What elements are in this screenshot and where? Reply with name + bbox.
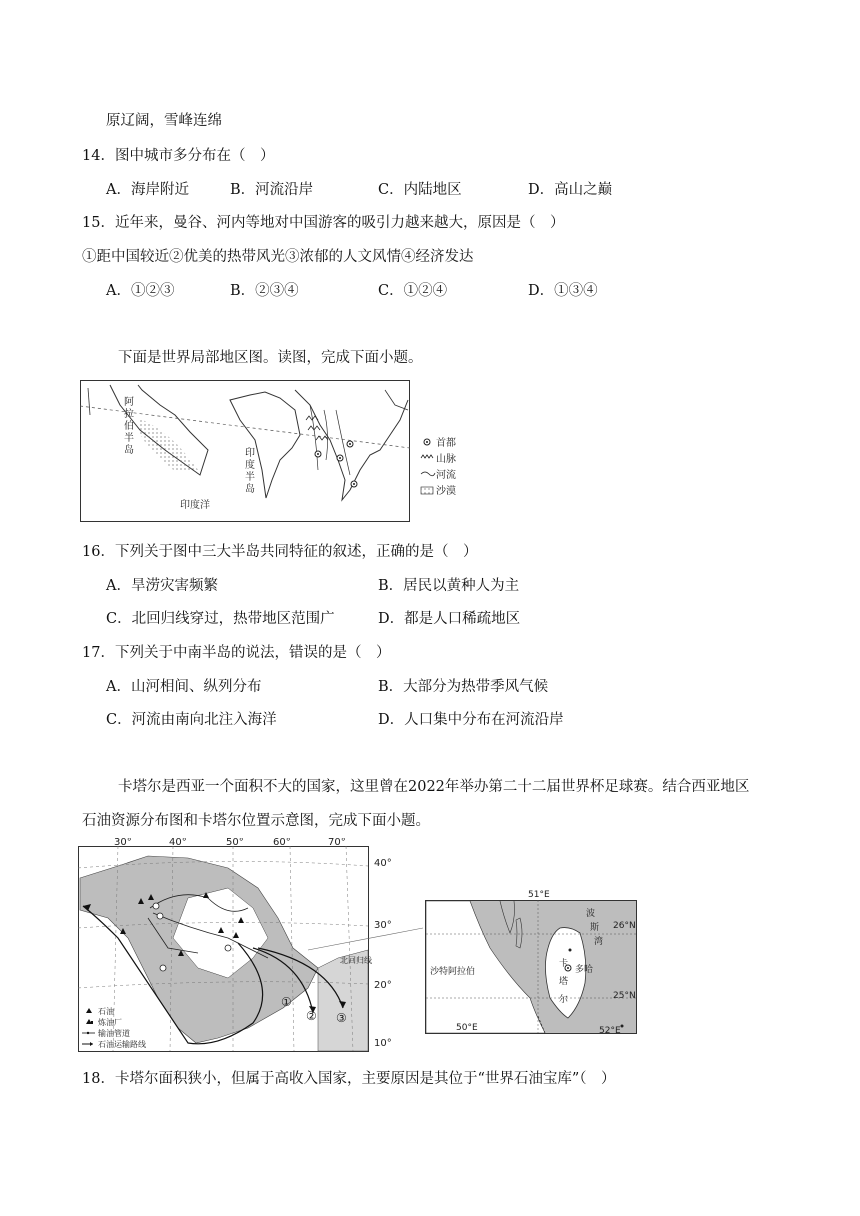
legend-mountain: 山脉 xyxy=(436,454,456,465)
intro-map1: 下面是世界局部地区图。读图，完成下面小题。 xyxy=(118,350,423,366)
q14-option-d: D．高山之巅 xyxy=(528,182,613,198)
lon-label-60: 60° xyxy=(273,838,291,848)
label-arabia-5: 岛 xyxy=(124,445,134,456)
q17-option-c: C．河流由南向北注入海洋 xyxy=(106,712,277,728)
gulf-char-3: 湾 xyxy=(594,937,604,947)
label-india-1: 印 xyxy=(245,448,255,459)
legend-pipeline: 输油管道 xyxy=(98,1029,130,1038)
legend-river: 河流 xyxy=(436,470,456,481)
q16-option-d: D．都是人口稀疏地区 xyxy=(378,611,521,627)
route-1-label: ① xyxy=(281,995,292,1009)
label-arabia-2: 拉 xyxy=(124,409,134,420)
label-arabia-4: 半 xyxy=(124,433,134,444)
intro-map2-line2: 石油资源分布图和卡塔尔位置示意图，完成下面小题。 xyxy=(82,813,430,829)
lon-label-70: 70° xyxy=(328,838,346,848)
q14-option-a: A．海岸附近 xyxy=(106,182,189,198)
label-arabia-3: 伯 xyxy=(124,421,134,432)
qatar-char-3: 尔 xyxy=(559,995,569,1005)
question-15-items: ①距中国较近②优美的热带风光③浓郁的人文风情④经济发达 xyxy=(82,249,474,265)
saudi-label: 沙特阿拉伯 xyxy=(430,967,476,977)
legend-capital: 首都 xyxy=(436,438,456,449)
gulf-char-1: 波 xyxy=(586,909,596,919)
q16-option-c: C．北回归线穿过，热带地区范围广 xyxy=(106,611,335,627)
qatar-char-2: 塔 xyxy=(559,977,569,987)
qatar-lon-52: 52°E xyxy=(599,1026,621,1036)
lat-label-10: 10° xyxy=(374,1038,392,1049)
q15-option-b: B．②③④ xyxy=(230,283,299,299)
lat-label-40: 40° xyxy=(374,858,392,869)
gulf-char-2: 斯 xyxy=(590,923,600,933)
q17-option-a: A．山河相间、纵列分布 xyxy=(106,679,262,695)
label-arabia-1: 阿 xyxy=(124,397,134,408)
doha-label: 多哈 xyxy=(575,965,594,975)
lat-label-30: 30° xyxy=(374,920,392,931)
question-18-stem: 18．卡塔尔面积狭小，但属于高收入国家，主要原因是其位于“世界石油宝库”（ ） xyxy=(82,1071,616,1087)
lat-label-20: 20° xyxy=(374,980,392,991)
q14-option-c: C．内陆地区 xyxy=(378,182,462,198)
question-17-stem: 17．下列关于中南半岛的说法，错误的是（ ） xyxy=(82,645,391,661)
qatar-char-1: 卡 xyxy=(559,959,569,969)
west-asia-oil-map xyxy=(78,838,423,1056)
question-15-stem: 15．近年来，曼谷、河内等地对中国游客的吸引力越来越大，原因是（ ） xyxy=(82,215,565,231)
route-3-label: ③ xyxy=(336,1011,347,1025)
lon-label-30: 30° xyxy=(114,838,132,848)
qatar-lat-26: 26°N xyxy=(613,921,636,931)
label-india-2: 度 xyxy=(245,460,255,471)
q15-option-c: C．①②④ xyxy=(378,283,448,299)
q16-option-a: A．旱涝灾害频繁 xyxy=(106,578,218,594)
continuation-text: 原辽阔，雪峰连绵 xyxy=(106,113,222,129)
lon-label-40: 40° xyxy=(169,838,187,848)
label-indian-ocean: 印度洋 xyxy=(180,500,210,511)
legend-desert: 沙漠 xyxy=(436,486,456,497)
q17-option-b: B．大部分为热带季风气候 xyxy=(378,679,549,695)
qatar-top-lon: 51°E xyxy=(528,890,550,900)
question-16-stem: 16．下列关于图中三大半岛共同特征的叙述，正确的是（ ） xyxy=(82,544,478,560)
label-india-3: 半 xyxy=(245,472,255,483)
legend-oil: 石油 xyxy=(98,1007,114,1016)
intro-map2-line1: 卡塔尔是西亚一个面积不大的国家，这里曾在2022年举办第二十二届世界杯足球赛。结合西亚地区 xyxy=(118,779,750,795)
question-14-stem: 14．图中城市多分布在（ ） xyxy=(82,148,275,164)
q15-option-d: D．①③④ xyxy=(528,283,598,299)
lon-label-50: 50° xyxy=(226,838,244,848)
legend-transport: 石油运输路线 xyxy=(98,1040,146,1049)
world-region-map xyxy=(80,380,480,522)
q16-option-b: B．居民以黄种人为主 xyxy=(378,578,520,594)
q14-option-b: B．河流沿岸 xyxy=(230,182,314,198)
route-2-label: ② xyxy=(306,1009,317,1023)
tropic-label: 北回归线 xyxy=(340,956,372,965)
label-india-4: 岛 xyxy=(245,484,255,495)
qatar-lat-25: 25°N xyxy=(613,991,636,1001)
legend-refinery: 炼油厂 xyxy=(98,1018,122,1027)
q15-option-a: A．①②③ xyxy=(106,283,175,299)
qatar-location-map xyxy=(420,888,642,1038)
q17-option-d: D．人口集中分布在河流沿岸 xyxy=(378,712,564,728)
qatar-lon-50: 50°E xyxy=(456,1023,478,1033)
